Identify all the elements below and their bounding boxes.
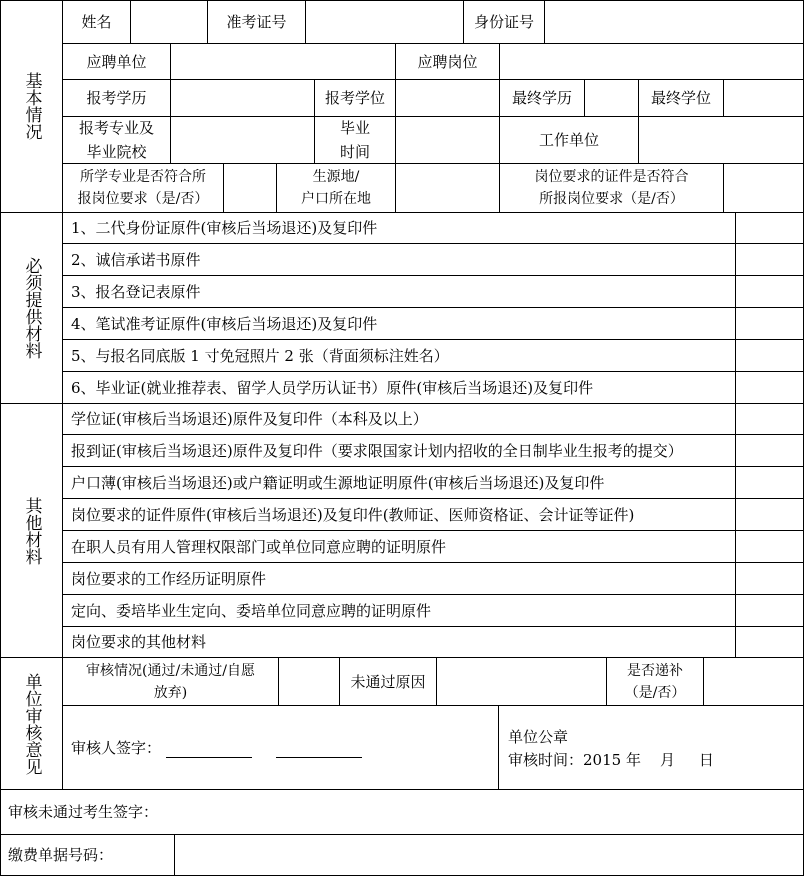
grid-line (723, 163, 724, 213)
review-status-field[interactable] (279, 658, 339, 705)
required-check-5[interactable] (736, 340, 803, 371)
grid-line (606, 657, 607, 706)
grid-line (498, 705, 499, 790)
required-check-6[interactable] (736, 372, 803, 403)
other-item-2: 报到证(审核后当场退还)原件及复印件（要求限国家计划内招收的全日制毕业生报考的提交） (63, 435, 735, 466)
grid-line (62, 307, 804, 308)
fail-sign-label: 审核未通过考生签字： (8, 803, 159, 821)
required-check-2[interactable] (736, 244, 803, 275)
other-item-1: 学位证(审核后当场退还)原件及复印件（本科及以上） (63, 404, 735, 434)
work-unit-label: 工作单位 (500, 117, 638, 163)
grid-line (584, 79, 585, 117)
reviewer-sign-area[interactable] (63, 706, 498, 789)
required-item-6: 6、毕业证(就业推荐表、留学人员学历认证书）原件(审核后当场退还)及复印件 (63, 372, 735, 403)
other-item-6: 岗位要求的工作经历证明原件 (63, 563, 735, 594)
grid-line (735, 212, 736, 658)
other-check-7[interactable] (736, 595, 803, 626)
grid-line (436, 657, 437, 706)
supplement-label: 是否递补 （是/否） (607, 658, 703, 705)
name-field[interactable] (131, 1, 207, 43)
grid-line (703, 657, 704, 706)
grid-line (305, 0, 306, 44)
edu-label: 报考学历 (63, 80, 170, 116)
fail-reason-field[interactable] (437, 658, 606, 705)
origin-label: 生源地/ 户口所在地 (277, 164, 395, 212)
grid-line (62, 0, 63, 790)
other-item-7: 定向、委培毕业生定向、委培单位同意应聘的证明原件 (63, 595, 735, 626)
grid-line (62, 498, 804, 499)
grid-line (638, 79, 639, 164)
grid-line (62, 594, 804, 595)
grid-line (62, 562, 804, 563)
grad-time-field[interactable] (396, 117, 499, 163)
degree-label: 报考学位 (315, 80, 395, 116)
grid-line (723, 79, 724, 117)
grad-time-label: 毕业 时间 (315, 117, 395, 163)
required-item-4: 4、笔试准考证原件(审核后当场退还)及复印件 (63, 308, 735, 339)
receipt-field[interactable] (175, 835, 803, 875)
final-degree-field[interactable] (724, 80, 803, 116)
grid-line (174, 834, 175, 876)
grid-line (62, 43, 804, 44)
reviewer-sign-label: 审核人签字： (71, 738, 162, 757)
grid-line (62, 163, 804, 164)
id-no-label: 身份证号 (464, 1, 544, 43)
other-item-8: 岗位要求的其他材料 (63, 627, 735, 657)
other-item-4: 岗位要求的证件原件(审核后当场退还)及复印件(教师证、医师资格证、会计证等证件) (63, 499, 735, 530)
grid-line (62, 530, 804, 531)
grid-line (0, 403, 804, 404)
unit-stamp-label: 单位公章 (508, 728, 569, 746)
apply-unit-field[interactable] (171, 44, 395, 79)
grid-line (278, 657, 279, 706)
other-check-6[interactable] (736, 563, 803, 594)
grid-line (395, 43, 396, 213)
section-other-label: 其他材料 (0, 404, 62, 657)
grid-line (207, 0, 208, 44)
section-required-label: 必须提供材料 (0, 213, 62, 403)
grid-line (130, 0, 131, 44)
required-check-4[interactable] (736, 308, 803, 339)
origin-field[interactable] (396, 164, 499, 212)
exam-no-field[interactable] (306, 1, 463, 43)
section-basic-label: 基本情况 (0, 0, 62, 212)
grid-line (62, 243, 804, 244)
required-item-5: 5、与报名同底版 1 寸免冠照片 2 张（背面须标注姓名） (63, 340, 735, 371)
final-degree-label: 最终学位 (639, 80, 723, 116)
required-check-3[interactable] (736, 276, 803, 307)
other-check-1[interactable] (736, 404, 803, 434)
other-check-3[interactable] (736, 467, 803, 498)
major-match-label: 所学专业是否符合所 报岗位要求（是/否） (63, 164, 223, 212)
grid-line (62, 116, 804, 117)
other-item-3: 户口薄(审核后当场退还)或户籍证明或生源地证明原件(审核后当场退还)及复印件 (63, 467, 735, 498)
final-edu-label: 最终学历 (500, 80, 584, 116)
major-school-label: 报考专业及 毕业院校 (63, 117, 170, 163)
apply-post-field[interactable] (500, 44, 803, 79)
grid-line (62, 339, 804, 340)
cert-match-label: 岗位要求的证件是否符合 所报岗位要求（是/否） (500, 164, 723, 212)
grid-line (0, 789, 804, 790)
grid-line (463, 0, 464, 44)
final-edu-field[interactable] (585, 80, 638, 116)
degree-field[interactable] (396, 80, 499, 116)
review-status-label: 审核情况(通过/未通过/自愿 放弃) (63, 658, 278, 705)
grid-line (62, 275, 804, 276)
other-check-2[interactable] (736, 435, 803, 466)
grid-line (62, 626, 804, 627)
apply-unit-label: 应聘单位 (63, 44, 170, 79)
grid-line (314, 79, 315, 164)
grid-line (0, 0, 804, 1)
grid-line (170, 43, 171, 164)
required-check-1[interactable] (736, 213, 803, 243)
grid-line (0, 834, 804, 835)
supplement-field[interactable] (704, 658, 803, 705)
required-item-1: 1、二代身份证原件(审核后当场退还)及复印件 (63, 213, 735, 243)
grid-line (0, 0, 1, 876)
grid-line (0, 212, 804, 213)
name-label: 姓名 (63, 1, 130, 43)
grid-line (62, 434, 804, 435)
receipt-label: 缴费单据号码： (0, 835, 174, 875)
other-check-8[interactable] (736, 627, 803, 657)
reviewer-sign-line-2 (276, 757, 362, 758)
grid-line (499, 43, 500, 213)
fail-reason-label: 未通过原因 (340, 658, 436, 705)
exam-no-label: 准考证号 (208, 1, 305, 43)
other-item-5: 在职人员有用人管理权限部门或单位同意应聘的证明原件 (63, 531, 735, 562)
other-check-4[interactable] (736, 499, 803, 530)
grid-line (62, 705, 804, 706)
work-unit-field[interactable] (639, 117, 803, 163)
major-school-field[interactable] (171, 117, 314, 163)
grid-line (276, 163, 277, 213)
reviewer-sign-line-1 (166, 757, 252, 758)
cert-match-field[interactable] (724, 164, 803, 212)
apply-post-label: 应聘岗位 (396, 44, 499, 79)
id-no-field[interactable] (545, 1, 803, 43)
fail-sign-row[interactable] (0, 790, 803, 834)
grid-line (544, 0, 545, 44)
major-match-field[interactable] (224, 164, 276, 212)
required-item-3: 3、报名登记表原件 (63, 276, 735, 307)
grid-line (62, 79, 804, 80)
other-check-5[interactable] (736, 531, 803, 562)
grid-line (62, 371, 804, 372)
required-item-2: 2、诚信承诺书原件 (63, 244, 735, 275)
section-review-label: 单位审核意见 (0, 658, 62, 789)
grid-line (339, 657, 340, 706)
review-time-label: 审核时间：2015 年 月 日 (508, 751, 714, 769)
grid-line (0, 657, 804, 658)
edu-field[interactable] (171, 80, 314, 116)
grid-line (62, 466, 804, 467)
unit-stamp-area[interactable] (499, 706, 803, 789)
grid-line (223, 163, 224, 213)
